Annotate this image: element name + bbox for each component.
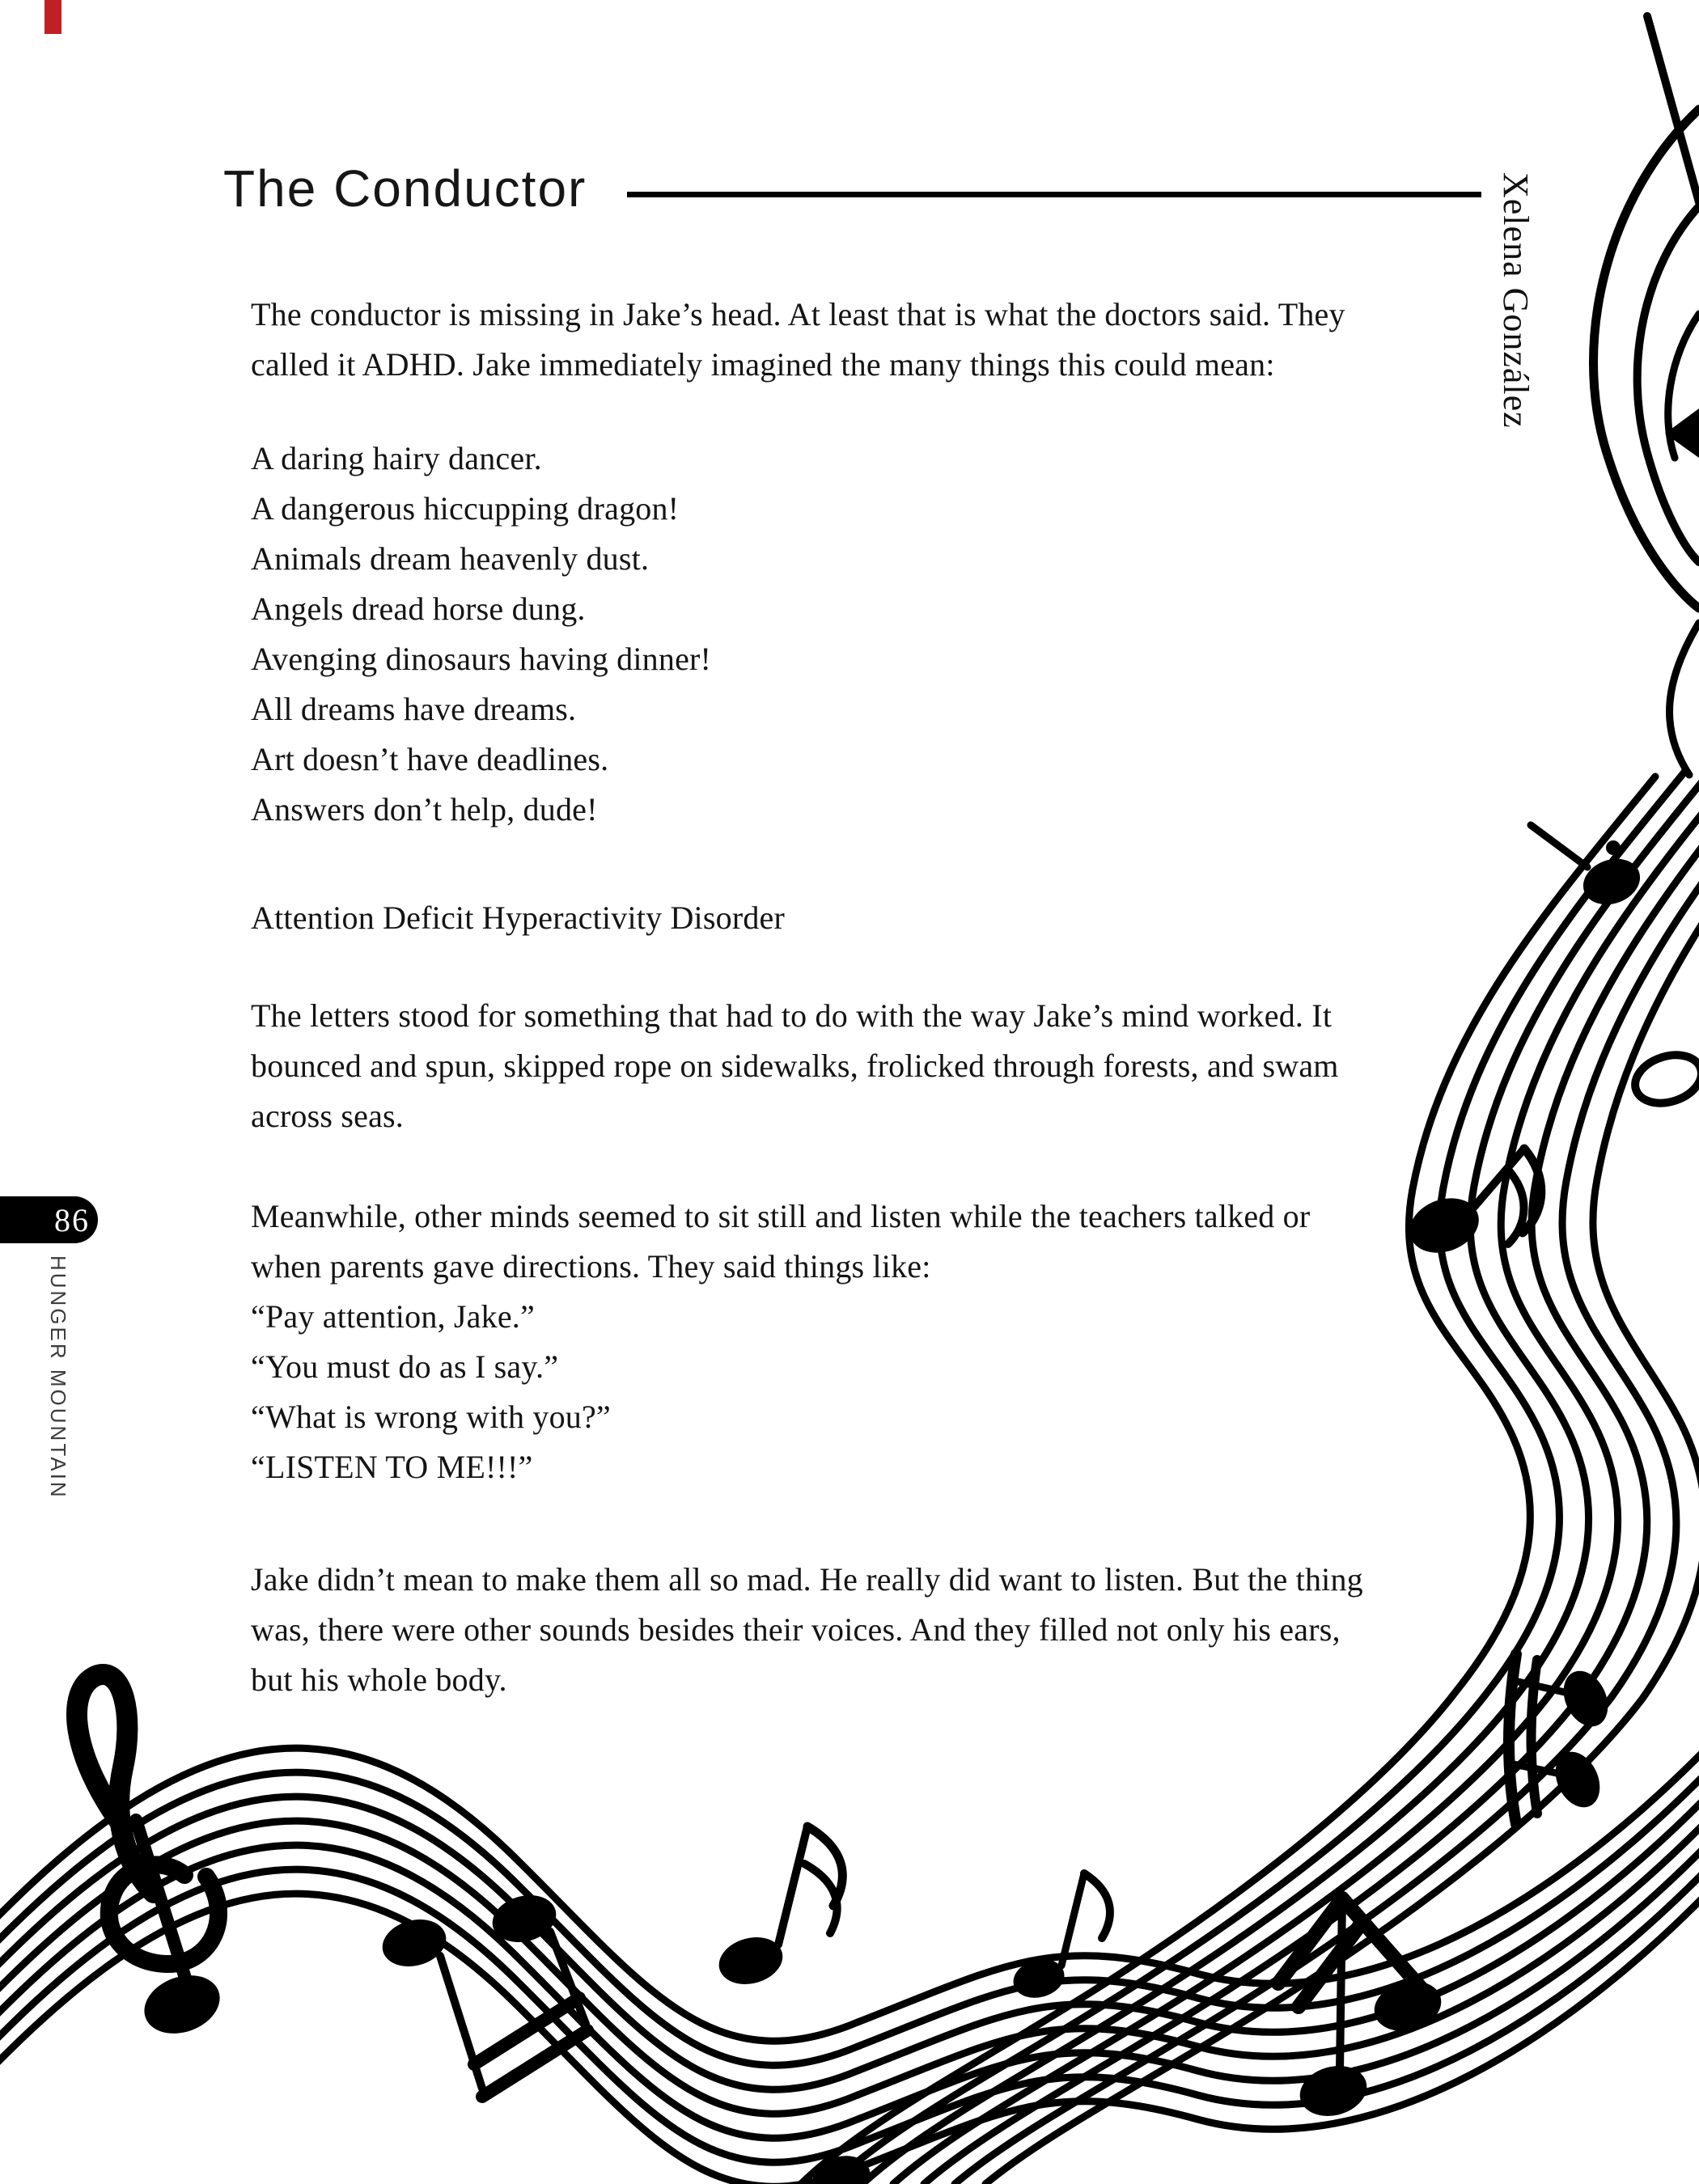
sixteenth-note-text-icon: [1402, 1149, 1541, 1262]
paragraph-intro: [251, 290, 1345, 390]
corner-flourish-icon: [1593, 16, 1699, 775]
text-line: Jake didn’t mean to make them all so mad. He really did want to listen. But the thing: [251, 1561, 1363, 1598]
text-line: but his whole body.: [251, 1661, 507, 1698]
text-line: across seas.: [251, 1098, 405, 1134]
page-title: The Conductor: [223, 159, 587, 218]
flourish-leaf-icon: [1665, 408, 1699, 458]
text-line: “What is wrong with you?”: [251, 1399, 611, 1435]
music-staff-bottom-icon: [0, 1731, 1699, 2184]
text-line: The letters stood for something that had to do with the way Jake’s mind worked. It: [251, 997, 1333, 1034]
beamed-notes-down-icon: [1278, 1898, 1447, 2123]
text-line: Animals dream heavenly dust.: [251, 540, 650, 577]
sixteenth-note-icon: [714, 1826, 842, 1991]
note-head-icon: [807, 2150, 875, 2184]
text-line: was, there were other sounds besides their voices. And they filled not only his ears,: [251, 1611, 1341, 1648]
text-line: when parents gave directions. They said things like:: [251, 1248, 931, 1285]
page-number-badge: [0, 1196, 98, 1243]
accent-print-mark: [44, 0, 61, 34]
paragraph-imaginings: [251, 434, 711, 835]
title-rule: [627, 192, 1481, 197]
half-note-icon: [1629, 1047, 1699, 1111]
eighth-note-icon: [1009, 1873, 1110, 2003]
text-line: All dreams have dreams.: [251, 691, 577, 727]
text-line: Attention Deficit Hyperactivity Disorder: [251, 899, 786, 936]
text-line: bounced and spun, skipped rope on sidewalks, frolicked through forests, and swam: [251, 1048, 1339, 1084]
text-line: A dangerous hiccupping dragon!: [251, 490, 680, 527]
author-name: Xelena González: [1496, 172, 1536, 429]
text-line: called it ADHD. Jake immediately imagined the many things this could mean:: [251, 346, 1275, 383]
text-line: Meanwhile, other minds seemed to sit still and listen while the teachers talked or: [251, 1198, 1311, 1234]
text-line: Art doesn’t have deadlines.: [251, 741, 609, 777]
text-line: “LISTEN TO ME!!!”: [251, 1449, 533, 1485]
text-line: “You must do as I say.”: [251, 1348, 559, 1385]
journal-name: HUNGER MOUNTAIN: [46, 1255, 70, 1500]
paragraph-adhd: [251, 893, 785, 943]
text-line: Answers don’t help, dude!: [251, 791, 598, 827]
beamed-notes-icon: [377, 1889, 587, 2097]
paragraph-letters: [251, 991, 1339, 1141]
paragraph-jake: [251, 1555, 1363, 1705]
text-line: Avenging dinosaurs having dinner!: [251, 641, 712, 677]
paragraph-meanwhile: [251, 1191, 1310, 1492]
page-number: 86: [54, 1201, 90, 1238]
beamed-notes-right-icon: [1509, 1654, 1616, 1824]
text-line: Angels dread horse dung.: [251, 590, 586, 627]
text-line: “Pay attention, Jake.”: [251, 1298, 535, 1335]
text-line: The conductor is missing in Jake’s head. At least that is what the doctors said. They: [251, 296, 1345, 332]
text-line: A daring hairy dancer.: [251, 440, 542, 476]
treble-clef-icon: [77, 1674, 228, 2043]
dotted-note-icon: [1531, 825, 1646, 912]
